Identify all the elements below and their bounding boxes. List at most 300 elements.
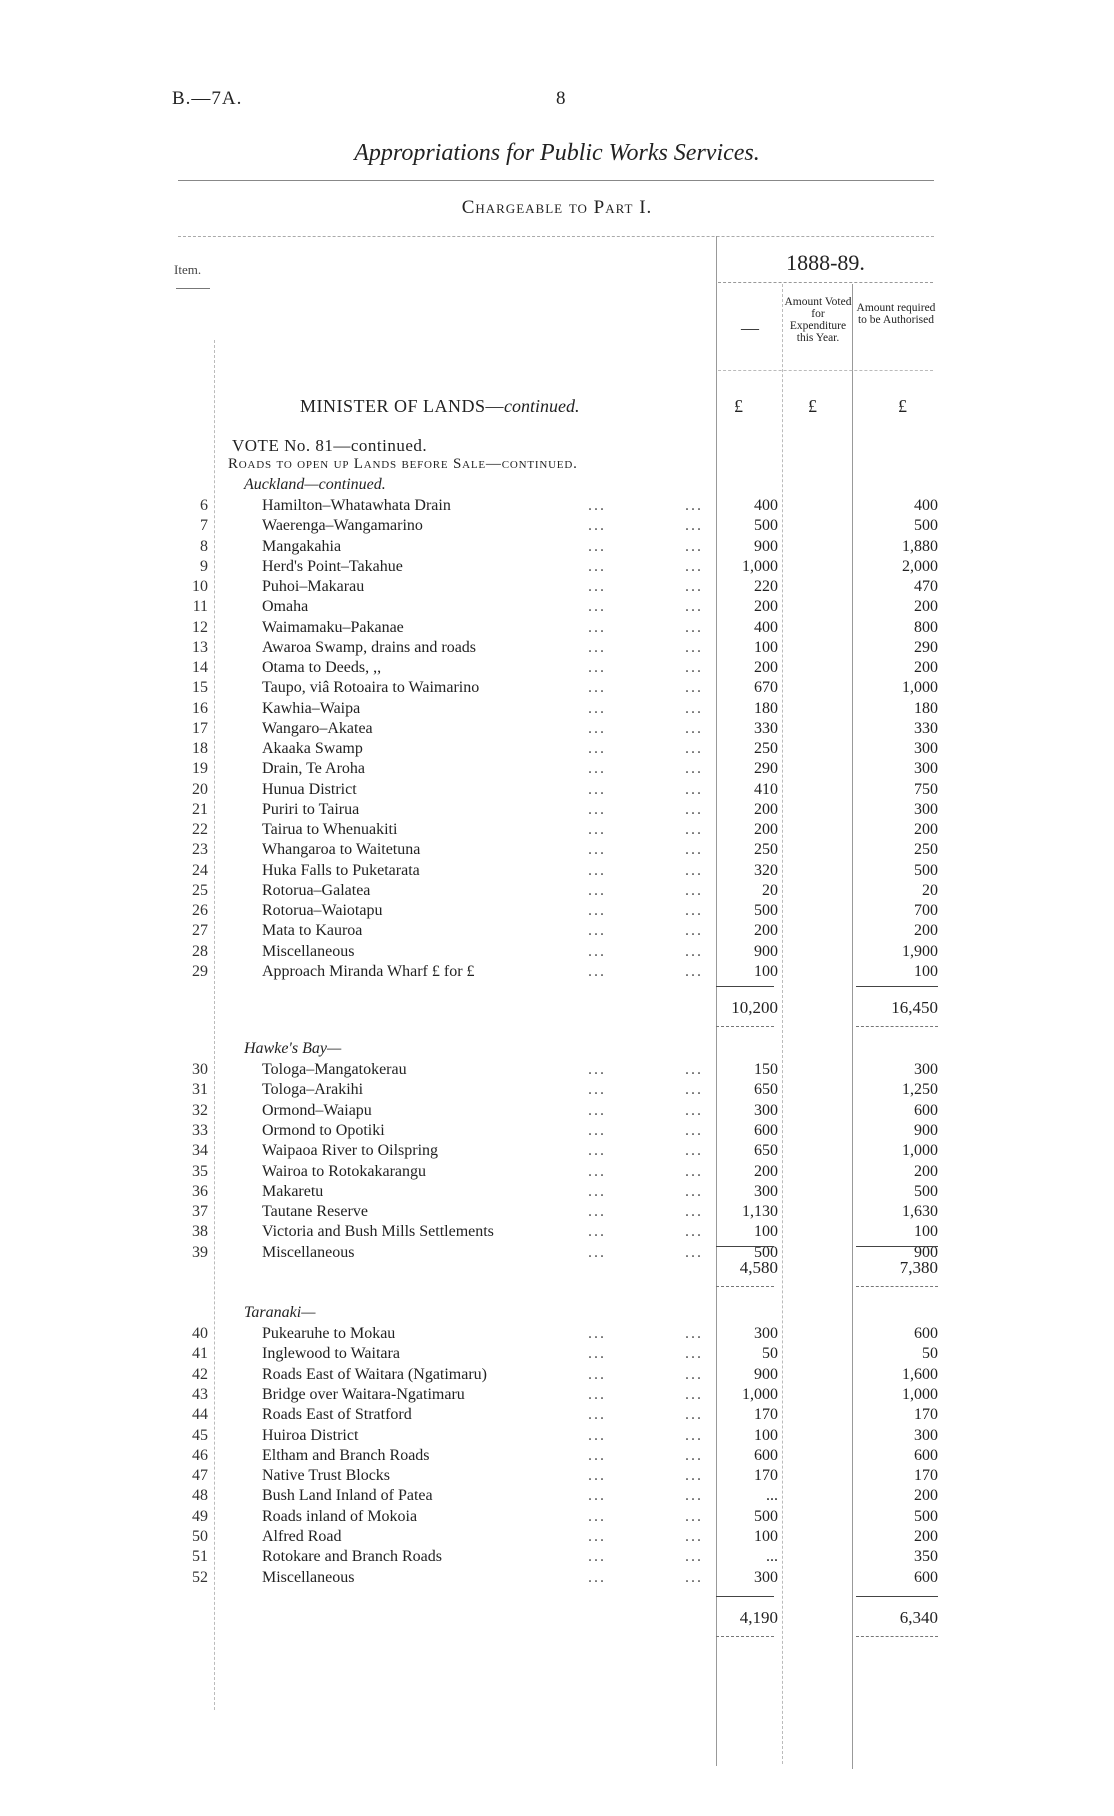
item-name: Akaaka Swamp bbox=[262, 740, 363, 757]
table-row bbox=[0, 1182, 1114, 1202]
subtotal-underline bbox=[856, 1286, 938, 1287]
item-name: Native Trust Blocks bbox=[262, 1467, 391, 1485]
table-row bbox=[0, 1101, 1114, 1121]
amount-col1: 670 bbox=[754, 679, 778, 697]
leader-dots: ... bbox=[685, 1203, 703, 1221]
table-row bbox=[0, 881, 1114, 901]
amount-col1: 200 bbox=[754, 1162, 778, 1180]
leader-dots: ... bbox=[685, 638, 703, 656]
amount-required: 100 bbox=[914, 1223, 938, 1241]
vote-heading: VOTE No. 81—continued. bbox=[232, 436, 428, 455]
item-number: 24 bbox=[192, 861, 208, 879]
leader-dots: ... bbox=[685, 1487, 703, 1505]
subtotal-required: 6,340 bbox=[899, 1608, 938, 1627]
leader-dots: ... bbox=[588, 1568, 606, 1586]
leader-dots: ... bbox=[685, 1101, 703, 1119]
item-number: 38 bbox=[192, 1223, 208, 1241]
item-number: 10 bbox=[192, 578, 208, 595]
item-name: Kawhia–Waipa bbox=[262, 699, 361, 717]
leader-dots: ... bbox=[588, 517, 606, 535]
leader-dots: ... bbox=[588, 821, 606, 838]
item-name: Bush Land Inland of Patea bbox=[262, 1487, 433, 1505]
leader-dots: ... bbox=[588, 740, 606, 757]
amount-col1: 290 bbox=[754, 760, 778, 778]
amount-required: 350 bbox=[914, 1548, 938, 1566]
amount-col1: 150 bbox=[754, 1061, 778, 1078]
amount-col1: 1,000 bbox=[742, 557, 778, 575]
amount-required: 700 bbox=[914, 902, 938, 919]
item-number: 32 bbox=[192, 1101, 208, 1119]
amount-required: 300 bbox=[914, 760, 938, 778]
item-name: Pukearuhe to Mokau bbox=[262, 1325, 396, 1342]
item-number: 44 bbox=[192, 1406, 208, 1424]
region-heading: Hawke's Bay— bbox=[244, 1040, 342, 1057]
table-row bbox=[0, 739, 1114, 759]
subtotal-rule bbox=[856, 986, 938, 987]
table-row bbox=[0, 820, 1114, 840]
leader-dots: ... bbox=[685, 1325, 703, 1342]
amount-required: 900 bbox=[914, 1121, 938, 1139]
table-row bbox=[0, 901, 1114, 921]
leader-dots: ... bbox=[685, 1446, 703, 1464]
table-row bbox=[0, 719, 1114, 739]
leader-dots: ... bbox=[685, 760, 703, 778]
table-row bbox=[0, 658, 1114, 678]
item-name: Miscellaneous bbox=[262, 942, 355, 960]
item-number: 49 bbox=[192, 1507, 208, 1525]
amount-required: 1,250 bbox=[902, 1081, 938, 1099]
table-row bbox=[0, 577, 1114, 597]
leader-dots: ... bbox=[685, 861, 703, 879]
leader-dots: ... bbox=[588, 1446, 606, 1464]
table-row bbox=[0, 678, 1114, 698]
amount-required: 170 bbox=[914, 1467, 938, 1485]
table-row bbox=[0, 1365, 1114, 1385]
leader-dots: ... bbox=[588, 1081, 606, 1099]
leader-dots: ... bbox=[588, 1426, 606, 1444]
leader-dots: ... bbox=[685, 699, 703, 717]
amount-col1: 220 bbox=[754, 578, 778, 595]
amount-required: 1,000 bbox=[902, 679, 938, 697]
table-row bbox=[0, 1426, 1114, 1446]
leader-dots: ... bbox=[588, 902, 606, 919]
leader-dots: ... bbox=[588, 1548, 606, 1566]
amount-col1: 500 bbox=[754, 1507, 778, 1525]
item-name: Whangaroa to Waitetuna bbox=[262, 841, 421, 859]
amount-col1: 1,130 bbox=[742, 1203, 778, 1221]
leader-dots: ... bbox=[685, 1162, 703, 1180]
leader-dots: ... bbox=[588, 1162, 606, 1180]
leader-dots: ... bbox=[588, 537, 606, 555]
item-name: Mangakahia bbox=[262, 537, 342, 555]
item-name: Mata to Kauroa bbox=[262, 922, 363, 940]
item-name: Drain, Te Aroha bbox=[262, 760, 365, 778]
amount-required: 470 bbox=[914, 578, 938, 595]
item-name: Huka Falls to Puketarata bbox=[262, 861, 420, 879]
leader-dots: ... bbox=[685, 1142, 703, 1160]
item-number: 17 bbox=[192, 719, 208, 737]
item-name: Ormond to Opotiki bbox=[262, 1121, 385, 1139]
leader-dots: ... bbox=[588, 1385, 606, 1403]
subtotal-rule bbox=[856, 1246, 938, 1247]
item-name: Miscellaneous bbox=[262, 1568, 355, 1586]
leader-dots: ... bbox=[588, 557, 606, 575]
amount-col1: 200 bbox=[754, 922, 778, 940]
region-heading: Taranaki— bbox=[244, 1304, 316, 1321]
amount-required: 200 bbox=[914, 598, 938, 616]
amount-col1: 330 bbox=[754, 719, 778, 737]
leader-dots: ... bbox=[588, 1406, 606, 1424]
amount-col1: 300 bbox=[754, 1568, 778, 1586]
amount-col1: 100 bbox=[754, 638, 778, 656]
leader-dots: ... bbox=[588, 1223, 606, 1241]
item-number: 51 bbox=[192, 1548, 208, 1566]
item-name: Tairua to Whenuakiti bbox=[262, 821, 398, 838]
table-row bbox=[0, 618, 1114, 638]
item-name: Eltham and Branch Roads bbox=[262, 1446, 430, 1464]
subtotal-underline bbox=[856, 1636, 938, 1637]
amount-required: 600 bbox=[914, 1325, 938, 1342]
item-name: Inglewood to Waitara bbox=[262, 1345, 400, 1363]
amount-required: 800 bbox=[914, 618, 938, 636]
subtotal-rule bbox=[716, 1246, 774, 1247]
item-name: Wangaro–Akatea bbox=[262, 719, 373, 737]
amount-col1: 170 bbox=[754, 1467, 778, 1485]
leader-dots: ... bbox=[588, 780, 606, 798]
amount-required-header: Amount required to be Authorised bbox=[856, 302, 936, 326]
leader-dots: ... bbox=[685, 497, 703, 514]
amount-required: 300 bbox=[914, 740, 938, 757]
subtotal-underline bbox=[856, 1026, 938, 1027]
leader-dots: ... bbox=[685, 1243, 703, 1261]
leader-dots: ... bbox=[588, 618, 606, 636]
item-name: Makaretu bbox=[262, 1182, 324, 1200]
item-name: Tologa–Arakihi bbox=[262, 1081, 364, 1099]
amount-col1: 600 bbox=[754, 1446, 778, 1464]
table-row bbox=[0, 1446, 1114, 1466]
item-number: 33 bbox=[192, 1121, 208, 1139]
leader-dots: ... bbox=[588, 1182, 606, 1200]
leader-dots: ... bbox=[588, 881, 606, 899]
item-name: Rotokare and Branch Roads bbox=[262, 1548, 442, 1566]
amount-required: 500 bbox=[914, 517, 938, 535]
item-number: 7 bbox=[200, 517, 208, 535]
leader-dots: ... bbox=[685, 841, 703, 859]
item-name: Omaha bbox=[262, 598, 309, 616]
subtotal-underline bbox=[716, 1636, 774, 1637]
leader-dots: ... bbox=[685, 618, 703, 636]
amount-required: 50 bbox=[922, 1345, 938, 1363]
table-row bbox=[0, 1466, 1114, 1486]
amount-required: 180 bbox=[914, 699, 938, 717]
table-row bbox=[0, 921, 1114, 941]
region-heading: Auckland—continued. bbox=[244, 476, 386, 493]
leader-dots: ... bbox=[588, 497, 606, 514]
leader-dots: ... bbox=[588, 1507, 606, 1525]
table-row bbox=[0, 1243, 1114, 1263]
amount-required: 1,900 bbox=[902, 942, 938, 960]
item-name: Herd's Point–Takahue bbox=[262, 557, 403, 575]
item-name: Tologa–Mangatokerau bbox=[262, 1061, 407, 1078]
leader-dots: ... bbox=[685, 1345, 703, 1363]
amount-col1: 200 bbox=[754, 659, 778, 676]
leader-dots: ... bbox=[685, 557, 703, 575]
column-header-rule bbox=[718, 370, 933, 371]
currency-col1: £ bbox=[734, 396, 743, 416]
table-row bbox=[0, 942, 1114, 962]
table-row bbox=[0, 780, 1114, 800]
amount-col1: 200 bbox=[754, 800, 778, 818]
leader-dots: ... bbox=[685, 1467, 703, 1485]
title-rule bbox=[178, 180, 934, 181]
table-row bbox=[0, 1547, 1114, 1567]
item-number: 23 bbox=[192, 841, 208, 859]
amount-required: 600 bbox=[914, 1568, 938, 1586]
item-name: Awaroa Swamp, drains and roads bbox=[262, 638, 477, 656]
leader-dots: ... bbox=[685, 922, 703, 940]
leader-dots: ... bbox=[685, 1061, 703, 1078]
leader-dots: ... bbox=[588, 1121, 606, 1139]
amount-required: 750 bbox=[914, 780, 938, 798]
roads-heading: Roads to open up Lands before Sale—continued. bbox=[228, 456, 578, 472]
amount-col1: 100 bbox=[754, 1528, 778, 1545]
amount-required: 200 bbox=[914, 1487, 938, 1505]
subtotal-col1: 10,200 bbox=[731, 998, 778, 1017]
subtotal-required: 7,380 bbox=[899, 1258, 938, 1277]
item-name: Waimamaku–Pakanae bbox=[262, 618, 404, 636]
amount-required: 1,000 bbox=[902, 1385, 938, 1403]
amount-col1: 180 bbox=[754, 699, 778, 717]
subtotal-col1: 4,190 bbox=[739, 1608, 778, 1627]
item-number: 16 bbox=[192, 699, 208, 717]
table-row bbox=[0, 1202, 1114, 1222]
leader-dots: ... bbox=[685, 902, 703, 919]
item-name: Alfred Road bbox=[262, 1528, 342, 1545]
amount-required: 1,600 bbox=[902, 1365, 938, 1383]
item-number: 27 bbox=[192, 922, 208, 940]
item-number: 11 bbox=[192, 598, 208, 616]
table-row bbox=[0, 1507, 1114, 1527]
leader-dots: ... bbox=[588, 1467, 606, 1485]
amount-col1: 410 bbox=[754, 780, 778, 798]
amount-required: 330 bbox=[914, 719, 938, 737]
item-number: 28 bbox=[192, 942, 208, 960]
leader-dots: ... bbox=[685, 1568, 703, 1586]
leader-dots: ... bbox=[685, 1223, 703, 1241]
leader-dots: ... bbox=[588, 962, 606, 980]
amount-col1: 400 bbox=[754, 497, 778, 514]
amount-required: 200 bbox=[914, 821, 938, 838]
amount-required: 300 bbox=[914, 800, 938, 818]
amount-required: 500 bbox=[914, 861, 938, 879]
leader-dots: ... bbox=[588, 1528, 606, 1545]
item-name: Puhoi–Makarau bbox=[262, 578, 365, 595]
item-name: Puriri to Tairua bbox=[262, 800, 360, 818]
amount-col1: 170 bbox=[754, 1406, 778, 1424]
leader-dots: ... bbox=[588, 699, 606, 717]
item-number: 46 bbox=[192, 1446, 208, 1464]
leader-dots: ... bbox=[588, 1345, 606, 1363]
amount-required: 100 bbox=[914, 962, 938, 980]
item-number: 30 bbox=[192, 1061, 208, 1078]
leader-dots: ... bbox=[588, 659, 606, 676]
leader-dots: ... bbox=[685, 962, 703, 980]
currency-col2: £ bbox=[808, 396, 817, 416]
leader-dots: ... bbox=[588, 1325, 606, 1342]
leader-dots: ... bbox=[588, 760, 606, 778]
leader-dots: ... bbox=[588, 1061, 606, 1078]
item-name: Huiroa District bbox=[262, 1426, 359, 1444]
item-name: Roads inland of Mokoia bbox=[262, 1507, 418, 1525]
table-row bbox=[0, 840, 1114, 860]
amount-required: 200 bbox=[914, 922, 938, 940]
table-row bbox=[0, 597, 1114, 617]
table-row bbox=[0, 1222, 1114, 1242]
item-name: Otama to Deeds, ,, bbox=[262, 659, 382, 676]
amount-col1: 500 bbox=[754, 902, 778, 919]
leader-dots: ... bbox=[685, 659, 703, 676]
amount-col1: 200 bbox=[754, 598, 778, 616]
minister-heading: MINISTER OF LANDS—continued. bbox=[300, 396, 580, 416]
amount-required: 200 bbox=[914, 1528, 938, 1545]
amount-required: 250 bbox=[914, 841, 938, 859]
item-number: 37 bbox=[192, 1203, 208, 1221]
amount-col1: 650 bbox=[754, 1142, 778, 1160]
table-row bbox=[0, 1060, 1114, 1080]
amount-col1: 600 bbox=[754, 1121, 778, 1139]
table-row bbox=[0, 1080, 1114, 1100]
amount-required: 600 bbox=[914, 1446, 938, 1464]
table-row bbox=[0, 1486, 1114, 1506]
leader-dots: ... bbox=[685, 821, 703, 838]
blank-column-header: — bbox=[741, 318, 759, 338]
leader-dots: ... bbox=[685, 1406, 703, 1424]
table-row bbox=[0, 638, 1114, 658]
item-header-rule bbox=[176, 288, 210, 289]
table-row bbox=[0, 1162, 1114, 1182]
leader-dots: ... bbox=[588, 1487, 606, 1505]
leader-dots: ... bbox=[685, 719, 703, 737]
amount-col1: 100 bbox=[754, 962, 778, 980]
amount-col1: 100 bbox=[754, 1426, 778, 1444]
item-number: 48 bbox=[192, 1487, 208, 1505]
amount-col1: ... bbox=[766, 1548, 778, 1566]
table-row bbox=[0, 496, 1114, 516]
table-row bbox=[0, 1344, 1114, 1364]
item-number: 42 bbox=[192, 1365, 208, 1383]
amount-col1: 250 bbox=[754, 740, 778, 757]
amount-required: 300 bbox=[914, 1426, 938, 1444]
amount-col1: 250 bbox=[754, 841, 778, 859]
table-row bbox=[0, 1568, 1114, 1588]
amount-required: 1,880 bbox=[902, 537, 938, 555]
amount-col1: 300 bbox=[754, 1101, 778, 1119]
item-name: Bridge over Waitara-Ngatimaru bbox=[262, 1385, 465, 1403]
leader-dots: ... bbox=[685, 1528, 703, 1545]
amount-required: 200 bbox=[914, 659, 938, 676]
table-row bbox=[0, 1405, 1114, 1425]
document-reference: B.—7A. bbox=[172, 88, 243, 109]
leader-dots: ... bbox=[588, 1101, 606, 1119]
table-row bbox=[0, 537, 1114, 557]
leader-dots: ... bbox=[685, 780, 703, 798]
amount-required: 200 bbox=[914, 1162, 938, 1180]
table-row bbox=[0, 759, 1114, 779]
item-number: 19 bbox=[192, 760, 208, 778]
item-number: 31 bbox=[192, 1081, 208, 1099]
item-name: Rotorua–Galatea bbox=[262, 881, 371, 899]
amount-col1: ... bbox=[766, 1487, 778, 1505]
amount-col1: 500 bbox=[754, 1243, 778, 1261]
table-row bbox=[0, 1324, 1114, 1344]
amount-required: 600 bbox=[914, 1101, 938, 1119]
item-name: Hamilton–Whatawhata Drain bbox=[262, 497, 451, 514]
item-number: 36 bbox=[192, 1182, 208, 1200]
item-name: Roads East of Waitara (Ngatimaru) bbox=[262, 1365, 488, 1383]
item-number: 45 bbox=[192, 1426, 208, 1444]
leader-dots: ... bbox=[685, 1548, 703, 1566]
amount-col1: 900 bbox=[754, 942, 778, 960]
subtotal-underline bbox=[716, 1026, 774, 1027]
leader-dots: ... bbox=[588, 679, 606, 697]
currency-col3: £ bbox=[898, 396, 907, 416]
item-name: Roads East of Stratford bbox=[262, 1406, 412, 1424]
item-column-header: Item. bbox=[174, 262, 202, 277]
item-name: Tautane Reserve bbox=[262, 1203, 368, 1221]
amount-required: 1,000 bbox=[902, 1142, 938, 1160]
leader-dots: ... bbox=[588, 578, 606, 595]
amount-col1: 20 bbox=[762, 881, 778, 899]
item-name: Wairoa to Rotokakarangu bbox=[262, 1162, 426, 1180]
amount-required: 900 bbox=[914, 1243, 938, 1261]
item-number: 15 bbox=[192, 679, 208, 697]
item-number: 39 bbox=[192, 1243, 208, 1261]
leader-dots: ... bbox=[685, 800, 703, 818]
page-number: 8 bbox=[556, 88, 566, 109]
item-number: 14 bbox=[192, 659, 208, 676]
leader-dots: ... bbox=[685, 598, 703, 616]
item-number: 13 bbox=[192, 638, 208, 656]
leader-dots: ... bbox=[685, 1121, 703, 1139]
page-title: Appropriations for Public Works Services. bbox=[354, 140, 760, 166]
leader-dots: ... bbox=[685, 1426, 703, 1444]
fiscal-year: 1888-89. bbox=[786, 250, 865, 275]
amount-col1: 200 bbox=[754, 821, 778, 838]
item-name: Rotorua–Waiotapu bbox=[262, 902, 383, 919]
leader-dots: ... bbox=[685, 1507, 703, 1525]
item-name: Waipaoa River to Oilspring bbox=[262, 1142, 439, 1160]
item-number: 8 bbox=[200, 537, 208, 555]
leader-dots: ... bbox=[588, 638, 606, 656]
year-rule bbox=[718, 282, 933, 283]
leader-dots: ... bbox=[685, 517, 703, 535]
leader-dots: ... bbox=[588, 1243, 606, 1261]
leader-dots: ... bbox=[685, 537, 703, 555]
item-name: Taupo, viâ Rotoaira to Waimarino bbox=[262, 679, 480, 697]
amount-required: 400 bbox=[914, 497, 938, 514]
item-number: 47 bbox=[192, 1467, 208, 1485]
item-number: 52 bbox=[192, 1568, 208, 1586]
amount-required: 2,000 bbox=[902, 557, 938, 575]
item-number: 20 bbox=[192, 780, 208, 798]
item-number: 34 bbox=[192, 1142, 208, 1160]
item-number: 22 bbox=[192, 821, 208, 838]
item-number: 50 bbox=[192, 1528, 208, 1545]
subtotal-rule bbox=[716, 1596, 774, 1597]
subtotal-col1: 4,580 bbox=[739, 1258, 778, 1277]
table-row bbox=[0, 1527, 1114, 1547]
table-row bbox=[0, 699, 1114, 719]
